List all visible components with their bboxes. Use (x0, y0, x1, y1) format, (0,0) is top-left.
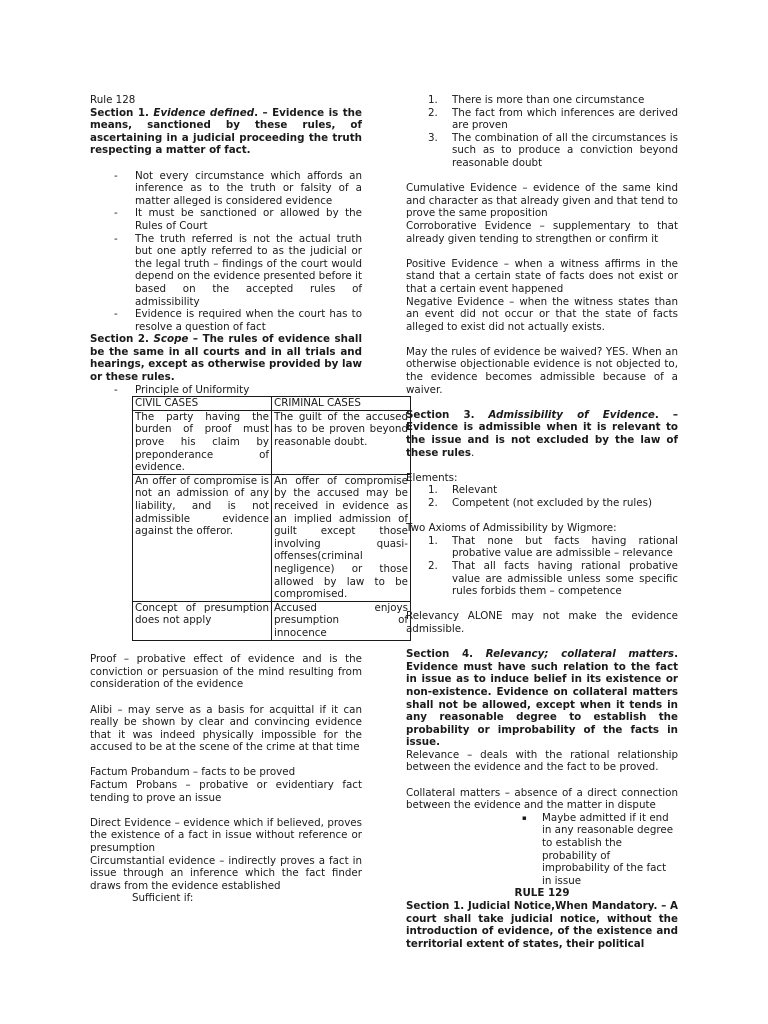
table-cell: An offer of compromise by the accused may be received in evidence as an implied admission of guilt except those involving quasi-offenses(criminal negligence) or those allowed by law to be compromised. (272, 474, 411, 601)
list-item: 2. That all facts having rational probative value are admissible unless some specific rules forbids them – competence (428, 559, 678, 598)
right-column (406, 94, 678, 950)
list-item: - The truth referred is not the actual truth but one aptly referred to as the judicial or the legal truth – findings of the court would depend on the evidence presented before it based on the accepted rules of admissibility (90, 233, 362, 309)
elements-list (406, 484, 678, 509)
list-item-text: Competent (not excluded by the rules) (452, 497, 652, 509)
comparison-table (132, 396, 411, 640)
list-item-text: The combination of all the circumstances is such as to produce a conviction beyond reasonable doubt (452, 131, 678, 169)
collateral-definition: Collateral matters – absence of a direct connection between the evidence and the matter in dispute (406, 786, 678, 812)
sufficient-list (406, 94, 678, 170)
section-2 (90, 333, 362, 383)
section-3 (406, 409, 678, 459)
table-cell: Concept of presumption does not apply (133, 601, 272, 640)
table-row (133, 410, 411, 474)
list-item-text: The fact from which inferences are derived are proven (452, 106, 678, 132)
axioms-label: Two Axioms of Admissibility by Wigmore: (406, 522, 617, 535)
table-row (133, 601, 411, 640)
section-1-text: . – Evidence is the means, sanctioned by these rules, of ascertaining in a judicial proceeding the truth respecting a matter of fact. (90, 106, 362, 157)
collateral-bullet (406, 812, 678, 888)
list-item-text: Relevant (452, 484, 498, 497)
waiver-paragraph: May the rules of evidence be waived? YES. When an otherwise objectionable evidence is not objected to, the evidence becomes admissible because of a waiver. (406, 345, 678, 396)
factum-probans: Factum Probans – probative or evidentiary fact tending to prove an issue (90, 779, 362, 804)
circumstantial-evidence: Circumstantial evidence – indirectly proves a fact in issue through an inference which the fact finder draws from the evidence established (90, 854, 362, 892)
section-4-label: Section 4. (406, 648, 474, 661)
square-bullet-icon: ▪ (522, 813, 527, 822)
list-item: 1. There is more than one circumstance (428, 94, 645, 106)
positive-evidence: Positive Evidence – when a witness affirms in the stand that a certain state of facts does not exist or that a certain event happened (406, 257, 678, 295)
left-column (90, 94, 408, 905)
relevance-definition: Relevance – deals with the rational relationship between the evidence and the fact to be proved. (406, 748, 678, 774)
section-4-text: . Evidence must have such relation to the fact in issue as to induce belief in its existence or non-existence. Evidence on collateral matters shall not be allowed, except when it tends in any reasonable degree to establish the probability or improbability of the facts in issue. (406, 648, 678, 749)
table-header-row (133, 397, 411, 411)
section-3-title: Admissibility of Evidence (488, 408, 655, 421)
section-4-title: Relevancy; collateral matters (485, 648, 675, 661)
section-1-title: Evidence defined (153, 106, 255, 119)
list-item: 2. The fact from which inferences are derived are proven (428, 106, 678, 132)
table-cell: The party having the burden of proof must prove his claim by preponderance of evidence. (133, 410, 272, 474)
list-item-text: That all facts having rational probative value are admissible unless some specific rules forbids them – competence (452, 559, 678, 598)
axioms-list (406, 535, 678, 598)
list-item: - Evidence is required when the court has to resolve a question of fact (90, 308, 362, 333)
alibi-definition: Alibi – may serve as a basis for acquittal if it can really be shown by clear and convincing evidence that it was indeed physically impossible for the accused to be at the scene of the crime at that time (90, 703, 362, 754)
list-item: - Principle of Uniformity (90, 384, 362, 397)
rule-heading: Rule 128 (90, 94, 136, 106)
list-item: - It must be sanctioned or allowed by the Rules of Court (90, 207, 362, 232)
table-header-civil: CIVIL CASES (133, 397, 272, 411)
section-1-label: Section 1. (90, 106, 149, 119)
list-item: 2. Competent (not excluded by the rules) (428, 497, 652, 509)
section-1 (90, 107, 362, 157)
section-2-label: Section 2. (90, 333, 149, 346)
list-item: 1. That none but facts having rational probative value are admissible – relevance (428, 534, 678, 560)
proof-definition: Proof – probative effect of evidence and is the conviction or persuasion of the mind resulting from consideration of the evidence (90, 653, 362, 691)
rule-129-heading: RULE 129 (514, 887, 570, 900)
corroborative-evidence: Corroborative Evidence – supplementary to that already given tending to strengthen or confirm it (406, 219, 678, 245)
section-3-text: . – Evidence is admissible when it is relevant to the issue and is not excluded by the law of these rules (406, 408, 678, 459)
relevancy-alone: Relevancy ALONE may not make the evidence admissible. (406, 610, 678, 635)
section-2-title: Scope (153, 333, 189, 346)
table-header-criminal: CRIMINAL CASES (272, 397, 411, 411)
section-2-bullets (90, 384, 362, 397)
list-item: 3. The combination of all the circumstances is such as to produce a conviction beyond reasonable doubt (428, 131, 678, 169)
list-item: 1. Relevant (428, 484, 498, 497)
table-row (133, 474, 411, 601)
section-4 (406, 648, 678, 749)
table-cell: An offer of compromise is not an admission of any liability, and is not admissible evidence against the offeror. (133, 474, 272, 601)
direct-evidence: Direct Evidence – evidence which if believed, proves the existence of a fact in issue without reference or presumption (90, 816, 362, 855)
section-1-bullets (90, 170, 362, 334)
list-item-text: Maybe admitted if it end in any reasonable degree to establish the probability of improbability of the fact in issue (542, 811, 674, 887)
section-3-period: . (470, 446, 475, 459)
negative-evidence: Negative Evidence – when the witness states than an event did not occur or that the state of facts alleged to exist did not actually exists. (406, 295, 678, 333)
cumulative-evidence: Cumulative Evidence – evidence of the same kind and character as that already given and that tend to prove the same proposition (406, 182, 678, 220)
elements-label: Elements: (406, 471, 458, 484)
factum-probandum: Factum Probandum – facts to be proved (90, 766, 296, 779)
table-cell: Accused enjoys presumption of innocence (272, 601, 411, 640)
list-item-text: There is more than one circumstance (452, 94, 645, 106)
section-2-text: – The rules of evidence shall be the same in all courts and in all trials and hearings, except as otherwise provided by law or these rules. (90, 333, 362, 384)
section-3-label: Section 3. (406, 408, 475, 421)
list-item-text: That none but facts having rational probative value are admissible – relevance (452, 534, 678, 560)
table-cell: The guilt of the accused has to be proven beyond reasonable doubt. (272, 410, 411, 474)
list-item: - Not every circumstance which affords an inference as to the truth or falsity of a matter alleged is considered evidence (90, 170, 362, 208)
sufficient-if: Sufficient if: (132, 892, 194, 905)
rule-129-section-1: Section 1. Judicial Notice,When Mandatory. – A court shall take judicial notice, without the introduction of evidence, of the existence and territorial extent of states, their political (406, 900, 678, 950)
